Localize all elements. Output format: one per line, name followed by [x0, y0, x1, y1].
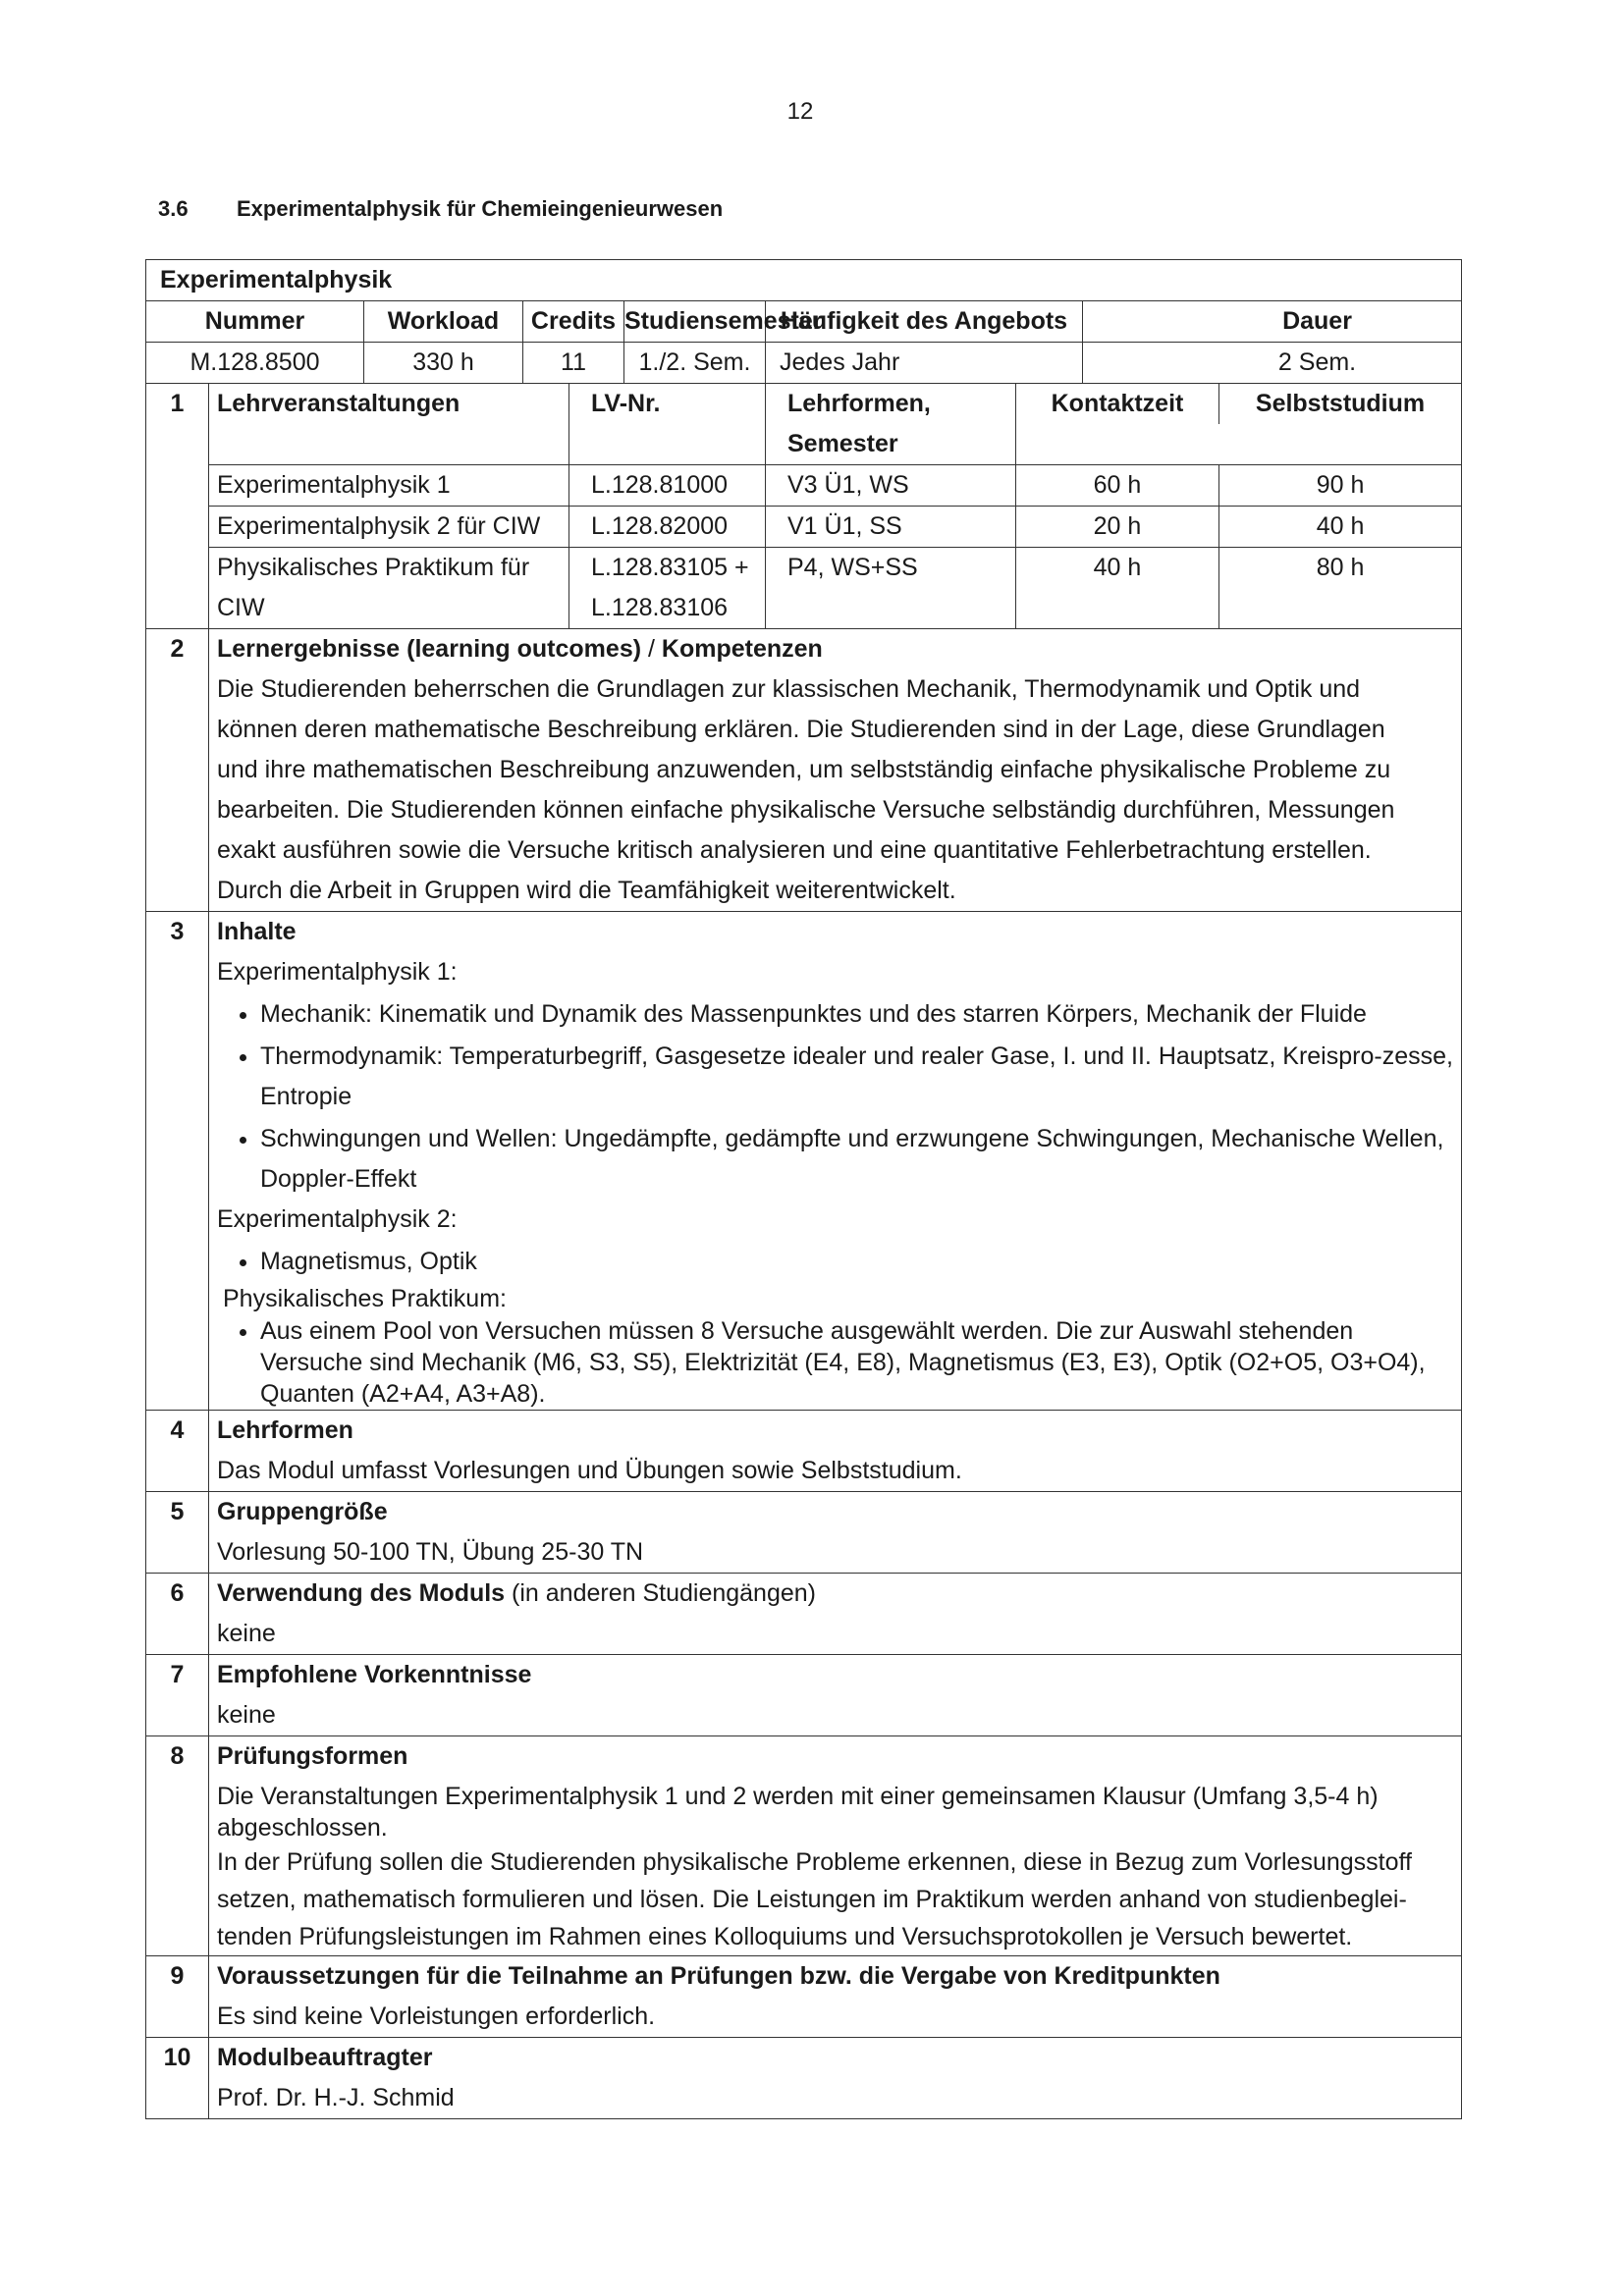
s9-title: Voraussetzungen für die Teilnahme an Prüfungen bzw. die Vergabe von Kreditpunkten: [217, 1962, 1220, 1990]
s1-header-kontaktzeit: Kontaktzeit: [1016, 384, 1219, 424]
s2-number: 2: [146, 629, 209, 912]
s3-title: Inhalte: [217, 918, 297, 945]
section-heading: [158, 196, 723, 222]
course-form: P4, WS+SS: [766, 548, 1016, 629]
course-form: V1 Ü1, SS: [766, 507, 1016, 548]
s1-header-semester: Semester: [787, 430, 898, 457]
course-selbststudium: 40 h: [1316, 512, 1365, 540]
s2-text: Die Studierenden beherrschen die Grundlagen zur klassischen Mechanik, Thermodynamik und Optik und können deren mathematische Beschreibung erklären. Die Studierenden sind in der Lage, diese Grundlagen und ihre mathematischen Beschreibung anzuwenden, um selbstständig einfache physikalische Probleme zu bearbeiten. Die Studierenden können einfache physikalische Versuche selbständig durchführen, Messungen exakt ausführen sowie die Versuche kritisch analysieren und eine quantitative Fehlerbetrachtung erstellen. Durch die Arbeit in Gruppen wird die Teamfähigkeit weiterentwickelt.: [217, 675, 1395, 904]
course-kontaktzeit: 60 h: [1016, 465, 1219, 506]
s10-row: [146, 2038, 1462, 2119]
page-number: 12: [786, 98, 814, 125]
value-credits: 11: [523, 343, 624, 383]
s9-row: [146, 1956, 1462, 2038]
section-title: Experimentalphysik für Chemieingenieurwesen: [237, 196, 724, 221]
s6-title: Verwendung des Moduls (in anderen Studiengängen): [217, 1579, 817, 1607]
s4-title: Lehrformen: [217, 1416, 353, 1444]
value-nummer: M.128.8500: [146, 343, 364, 384]
list-item: • Schwingungen und Wellen: Ungedämpfte, gedämpfte und erzwungene Schwingungen, Mechanische Wellen, Doppler-Effekt: [260, 1119, 1453, 1200]
s4-number: 4: [146, 1411, 209, 1492]
s1-header-lehrformen: Lehrformen,: [787, 390, 931, 417]
course-selbststudium: 80 h: [1316, 554, 1365, 581]
s8-text-2: In der Prüfung sollen die Studierenden physikalische Probleme erkennen, diese in Bezug zum Vorlesungsstoff setzen, mathematisch formulieren und lösen. Die Leistungen im Praktikum werden anhand von studienbeglei- tenden Prüfungsleistungen im Rahmen eines Kolloquiums und Versuchsprotokollen je Versuch bewertet.: [217, 1848, 1412, 1950]
s2-title: Lernergebnisse (learning outcomes) / Kompetenzen: [217, 635, 823, 663]
value-studiensemester: 1./2. Sem.: [638, 348, 751, 376]
s1-header-row: [146, 384, 1462, 465]
s4-row: [146, 1411, 1462, 1492]
s7-text: keine: [217, 1701, 276, 1729]
module-title: Experimentalphysik: [146, 260, 1462, 301]
s9-text: Es sind keine Vorleistungen erforderlich.: [217, 2002, 656, 2030]
course-name: Physikalisches Praktikum für CIW: [209, 548, 569, 629]
s9-number: 9: [146, 1956, 209, 2038]
s7-number: 7: [146, 1655, 209, 1736]
header-haeufigkeit: Häufigkeit des Angebots: [766, 301, 1083, 343]
s3-ep1-label: Experimentalphysik 1:: [217, 958, 458, 986]
s7-title: Empfohlene Vorkenntnisse: [217, 1661, 532, 1688]
value-dauer: 2 Sem.: [1083, 343, 1462, 384]
course-name: Experimentalphysik 2 für CIW: [209, 507, 569, 548]
course-selbststudium: 90 h: [1316, 471, 1365, 499]
module-header-row: [146, 301, 1462, 343]
header-workload: Workload: [364, 301, 523, 343]
s3-number: 3: [146, 912, 209, 1411]
s3-ep2-list: [217, 1242, 1453, 1282]
s6-text: keine: [217, 1620, 276, 1647]
list-item: • Aus einem Pool von Versuchen müssen 8 Versuche ausgewählt werden. Die zur Auswahl stehenden Versuche sind Mechanik (M6, S3, S5), Elektrizität (E4, E8), Magnetismus (E3, E3), Optik (O2+O5, O3+O4), Quanten (A2+A4, A3+A8).: [260, 1315, 1453, 1410]
list-item: • Magnetismus, Optik: [260, 1242, 1453, 1282]
s7-row: [146, 1655, 1462, 1736]
s1-header-lv: Lehrveranstaltungen: [209, 384, 569, 465]
s3-row: [146, 912, 1462, 1411]
course-number-2: L.128.83106: [591, 594, 729, 621]
list-item: • Mechanik: Kinematik und Dynamik des Massenpunktes und des starren Körpers, Mechanik der Fluide: [260, 994, 1453, 1035]
s6-number: 6: [146, 1574, 209, 1655]
s5-row: [146, 1492, 1462, 1574]
s10-number: 10: [146, 2038, 209, 2119]
value-workload: 330 h: [364, 343, 523, 384]
section-number: 3.6: [158, 196, 189, 221]
value-haeufigkeit: Jedes Jahr: [766, 343, 1083, 384]
s10-text: Prof. Dr. H.-J. Schmid: [217, 2084, 455, 2111]
s3-ep1-list: [217, 994, 1453, 1200]
s8-title: Prüfungsformen: [217, 1742, 408, 1770]
header-studiensemester: Studiensemester: [624, 307, 823, 335]
course-form: V3 Ü1, WS: [766, 465, 1016, 507]
s8-text-1: Die Veranstaltungen Experimentalphysik 1 und 2 werden mit einer gemeinsamen Klausur (Umfang 3,5-4 h) abgeschlossen.: [217, 1783, 1379, 1842]
module-values-row: [146, 343, 1462, 384]
course-kontaktzeit: 20 h: [1016, 507, 1219, 547]
s5-text: Vorlesung 50-100 TN, Übung 25-30 TN: [217, 1538, 644, 1566]
s1-course-row: [146, 548, 1462, 629]
s5-title: Gruppengröße: [217, 1498, 388, 1525]
s8-row: [146, 1736, 1462, 1956]
s10-title: Modulbeauftragter: [217, 2044, 433, 2071]
module-table: [145, 259, 1462, 2119]
s1-number: 1: [146, 384, 209, 629]
s1-header-lvnr: LV-Nr.: [569, 384, 766, 465]
s3-pp-label: Physikalisches Praktikum:: [223, 1285, 507, 1312]
module-title-row: [146, 260, 1462, 301]
course-number: L.128.81000: [569, 465, 766, 507]
s2-row: [146, 629, 1462, 912]
s1-header-selbststudium: Selbststudium: [1255, 390, 1426, 417]
s8-number: 8: [146, 1736, 209, 1956]
s3-pp-list: [217, 1315, 1453, 1410]
list-item: • Thermodynamik: Temperaturbegriff, Gasgesetze idealer und realer Gase, I. und II. Hauptsatz, Kreispro-zesse, Entropie: [260, 1037, 1453, 1117]
s1-course-row: [146, 465, 1462, 507]
s5-number: 5: [146, 1492, 209, 1574]
header-dauer: Dauer: [1083, 301, 1462, 343]
s1-course-row: [146, 507, 1462, 548]
header-nummer: Nummer: [146, 301, 364, 343]
course-number: L.128.82000: [569, 507, 766, 548]
course-name: Experimentalphysik 1: [209, 465, 569, 507]
s6-row: [146, 1574, 1462, 1655]
s4-text: Das Modul umfasst Vorlesungen und Übungen sowie Selbststudium.: [217, 1457, 962, 1484]
course-kontaktzeit: 40 h: [1016, 548, 1219, 628]
s3-ep2-label: Experimentalphysik 2:: [217, 1205, 458, 1233]
course-number: L.128.83105 +: [591, 554, 749, 581]
header-credits: Credits: [523, 301, 624, 342]
